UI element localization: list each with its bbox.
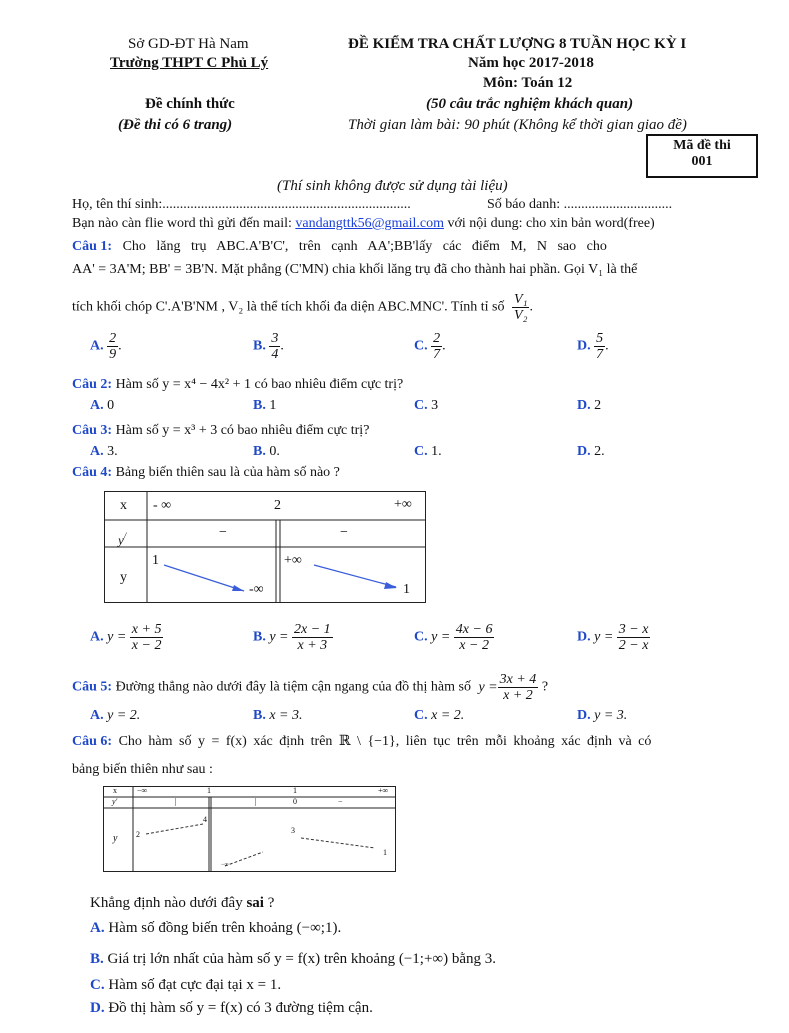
q6-variation-table (103, 786, 396, 872)
q1-option-c[interactable]: C. $\frac{2}{7}$ . (414, 331, 446, 362)
option-letter: D. (577, 398, 591, 413)
option-fraction (269, 331, 280, 362)
q4-label: Câu 4: (72, 465, 113, 480)
contact-line (72, 216, 655, 232)
q5-option-c[interactable] (414, 708, 464, 724)
option-value: x = 2. (431, 708, 465, 723)
option-letter: D. (577, 629, 591, 645)
frac-num: x + 5 (131, 622, 162, 637)
t6-x-2: 1 (293, 786, 297, 795)
option-value: 1 (269, 398, 277, 413)
frac-den: 2 − x (618, 638, 649, 653)
frac-num: 3 (271, 331, 279, 346)
option-letter: A. (90, 920, 105, 936)
school-year: Năm học 2017-2018 (468, 55, 594, 71)
t4-y-right-bottom: 1 (403, 582, 410, 597)
frac-num: 4x − 6 (455, 622, 493, 637)
t4-y-left-bottom: -∞ (249, 582, 264, 597)
option-value: 3. (107, 444, 118, 459)
time-limit: Thời gian làm bài: 90 phút (Không kể thời gian giao đề) (348, 117, 687, 133)
option-letter: D. (577, 338, 591, 354)
frac-den: 7 (433, 347, 441, 362)
q2-option-d[interactable] (577, 398, 601, 414)
t4-x-label: x (120, 498, 127, 513)
t6-x-label: x (113, 786, 117, 795)
candidate-id-line: Số báo danh: ............................... (487, 197, 673, 212)
option-value: x = 3. (269, 708, 303, 723)
option-letter: C. (414, 629, 428, 645)
option-value: Đồ thị hàm số y = f(x) có 3 đường tiệm cận. (104, 1000, 373, 1016)
option-letter: B. (253, 444, 266, 459)
q5-option-a[interactable] (90, 708, 140, 724)
q6-table-grid (103, 786, 396, 872)
frac-den: x − 2 (131, 638, 162, 653)
q3-label: Câu 3: (72, 423, 113, 438)
option-value: 0 (107, 398, 115, 413)
t6-x-1: 1 (207, 786, 211, 795)
frac-num: 3x + 4 (499, 672, 537, 687)
q1-ratio (512, 292, 529, 323)
t6-y-v4: 4 (203, 815, 207, 824)
t4-x-plus-inf: +∞ (394, 497, 412, 512)
t6-y-label: y (113, 833, 118, 844)
option-letter: B. (253, 338, 266, 354)
t6-x-plus-inf: +∞ (378, 786, 389, 795)
q2-option-a[interactable] (90, 398, 114, 414)
option-letter: B. (90, 951, 104, 967)
school-name: Trường THPT C Phủ Lý (110, 55, 269, 71)
q6-text: Cho hàm số y = f(x) xác định trên ℝ \ {−1}, liên tục trên mỗi khoảng xác định và có (112, 734, 652, 749)
question-1 (72, 239, 754, 255)
question-6 (72, 733, 651, 750)
q1-text-line2: AA' = 3A'M; BB' = 3B'N. Mặt phẳng (C'MN) chia khối lăng trụ đã cho thành hai phần. Gọi V₁ là thể (72, 262, 638, 277)
q1-ratio-num: V₁ (514, 292, 528, 307)
option-value: Hàm số đạt cực đại tại x = 1. (104, 977, 282, 993)
option-fraction (130, 622, 164, 653)
t4-x-mid: 2 (274, 498, 281, 513)
option-letter: C. (414, 444, 428, 459)
q4-option-c[interactable]: C. y = $\frac{4x - 6}{x - 2}$ (414, 622, 493, 653)
option-letter: A. (90, 398, 104, 413)
q3-option-d[interactable] (577, 444, 605, 460)
frac-den: 7 (596, 347, 604, 362)
option-fraction (107, 331, 118, 362)
q2-text: Hàm số y = x⁴ − 4x² + 1 có bao nhiêu điểm cực trị? (112, 377, 404, 392)
q6-option-b[interactable] (90, 951, 496, 968)
option-letter: C. (414, 708, 428, 723)
q5-function (498, 672, 539, 703)
q6-question (90, 895, 274, 912)
q1-text-line3-wrap: tích khối chóp C'.A'B'NM , V₂ là thể tích khối đa diện ABC.MNC'. Tính tỉ số $\frac{\text{V₁}}{\text{V₂}}$ . (72, 292, 533, 323)
q3-text: Hàm số y = x³ + 3 có bao nhiêu điểm cực trị? (112, 423, 370, 438)
q1-label: Câu 1: (72, 239, 113, 254)
q4-option-d[interactable]: D. y = $\frac{3 - x}{2 - x}$ (577, 622, 649, 653)
q3-option-c[interactable] (414, 444, 442, 460)
t6-yp-d: − (338, 797, 343, 806)
subject: Môn: Toán 12 (483, 75, 573, 91)
t6-y-v1: 1 (383, 848, 387, 857)
option-fraction (292, 622, 333, 653)
option-value: y = 2. (107, 708, 141, 723)
t4-yp-text: y (118, 532, 124, 548)
question-type: (50 câu trắc nghiệm khách quan) (426, 96, 634, 112)
question-5: Câu 5: Đường thẳng nào dưới đây là tiệm cận ngang của đồ thị hàm số y = $\frac{3x + 4}{x + 2}$ ? (72, 672, 549, 703)
frac-num: 5 (596, 331, 604, 346)
option-letter: B. (253, 708, 266, 723)
option-value: 0. (269, 444, 280, 459)
q4-option-a[interactable]: A. y = $\frac{x + 5}{x - 2}$ (90, 622, 162, 653)
t6-y-v3: 3 (291, 826, 295, 835)
option-letter: B. (253, 629, 266, 645)
q6-option-d[interactable] (90, 1000, 373, 1017)
option-fraction (431, 331, 442, 362)
t4-yp-right: − (340, 525, 348, 540)
option-value: 2 (594, 398, 602, 413)
q6-text-line2: bảng biến thiên như sau : (72, 762, 213, 777)
exam-code-value: 001 (691, 154, 713, 169)
q4-text: Bảng biến thiên sau là của hàm số nào ? (112, 465, 340, 480)
t6-y-vinf: −∞ (221, 862, 229, 868)
t4-y-label: y (120, 570, 127, 585)
q3-option-a[interactable] (90, 444, 118, 460)
q3-option-b[interactable] (253, 444, 280, 460)
q4-option-b[interactable]: B. y = $\frac{2x - 1}{x + 3}$ (253, 622, 331, 653)
t4-yp-label: y/ (118, 531, 127, 548)
question-2 (72, 377, 403, 393)
question-3 (72, 423, 369, 439)
option-value: 1. (431, 444, 442, 459)
t6-yp-a: | (175, 797, 177, 806)
option-value: y = 3. (594, 708, 628, 723)
q2-label: Câu 2: (72, 377, 113, 392)
option-letter: A. (90, 338, 104, 354)
q2-option-c[interactable] (414, 398, 438, 414)
option-fraction (454, 622, 495, 653)
q1-text-line1: Cho lăng trụ ABC.A'B'C', trên cạnh AA';BB'lấy các điểm M, N sao cho (112, 239, 607, 254)
page-count: (Đề thi có 6 trang) (118, 117, 233, 133)
q1-ratio-den: V₂ (514, 308, 528, 323)
t6-x-minus-inf: −∞ (137, 786, 148, 795)
t4-x-minus-inf: - ∞ (153, 498, 172, 513)
q2-option-b[interactable] (253, 398, 276, 414)
q5-text: Đường thẳng nào dưới đây là tiệm cận ngang của đồ thị hàm số (112, 679, 471, 695)
contact-prefix: Bạn nào càn flie word thì gửi đến mail: (72, 216, 296, 231)
option-fraction (617, 622, 651, 653)
option-value: Hàm số đồng biến trên khoảng (−∞;1). (104, 920, 342, 936)
t4-yp-left: − (219, 525, 227, 540)
q1-text-line3: tích khối chóp C'.A'B'NM , V₂ là thể tích khối đa diện ABC.MNC'. Tính tỉ số (72, 299, 505, 315)
exam-code-box (646, 134, 758, 178)
candidate-name-line: Họ, tên thí sinh:....................................................................... (72, 197, 411, 212)
frac-num: 2 (433, 331, 441, 346)
t6-y-v2: 2 (136, 830, 140, 839)
contact-email-link[interactable]: vandangttk56@gmail.com (295, 216, 444, 231)
option-letter: B. (253, 398, 266, 413)
official-label: Đề chính thức (145, 96, 235, 112)
q6-label: Câu 6: (72, 734, 113, 749)
option-letter: C. (414, 398, 428, 413)
q6-question-bold: sai (246, 895, 264, 911)
option-fraction (594, 331, 605, 362)
q5-option-d[interactable] (577, 708, 627, 724)
option-letter: D. (90, 1000, 105, 1016)
t4-y-right-top: +∞ (284, 553, 302, 568)
frac-den: x + 2 (503, 688, 533, 703)
option-letter: C. (414, 338, 428, 354)
q1-option-d[interactable]: D. $\frac{5}{7}$ . (577, 331, 609, 362)
q6-question-text: Khẳng định nào dưới đây (90, 895, 247, 911)
q6-option-a[interactable] (90, 920, 341, 937)
contact-suffix: với nội dung: cho xin bản word(free) (443, 216, 655, 231)
exam-title: ĐỀ KIỂM TRA CHẤT LƯỢNG 8 TUẦN HỌC KỲ I (348, 36, 687, 52)
frac-den: x − 2 (459, 638, 489, 653)
option-letter: A. (90, 629, 104, 645)
exam-code-label: Mã đề thi (673, 138, 731, 153)
q6-question-end: ? (263, 895, 275, 911)
option-letter: D. (577, 444, 591, 459)
t4-y-left-top: 1 (152, 553, 159, 568)
frac-num: 2x − 1 (294, 622, 331, 637)
t6-yp-b: | (255, 797, 257, 806)
option-value: Giá trị lớn nhất của hàm số y = f(x) trên khoảng (−1;+∞) bằng 3. (103, 951, 497, 967)
notice: (Thí sinh không được sử dụng tài liệu) (277, 178, 508, 194)
q1-option-b[interactable]: B. $\frac{3}{4}$ . (253, 331, 284, 362)
q5-option-b[interactable] (253, 708, 303, 724)
t6-yp-c: 0 (293, 797, 297, 806)
option-letter: A. (90, 444, 104, 459)
t6-yp-label: y' (112, 797, 118, 806)
frac-num: 2 (109, 331, 117, 346)
q4-variation-table (104, 491, 426, 603)
option-value: 3 (431, 398, 439, 413)
q5-label: Câu 5: (72, 679, 113, 695)
frac-den: 9 (109, 347, 117, 362)
frac-num: 3 − x (618, 622, 649, 637)
q6-option-c[interactable] (90, 977, 281, 994)
option-letter: D. (577, 708, 591, 723)
frac-den: x + 3 (297, 638, 328, 653)
option-value: 2. (594, 444, 605, 459)
frac-den: 4 (271, 347, 279, 362)
option-letter: C. (90, 977, 105, 993)
department-name: Sở GD-ĐT Hà Nam (128, 36, 249, 52)
q1-option-a[interactable]: A. $\frac{2}{9}$ . (90, 331, 122, 362)
question-4 (72, 465, 340, 481)
option-letter: A. (90, 708, 104, 723)
